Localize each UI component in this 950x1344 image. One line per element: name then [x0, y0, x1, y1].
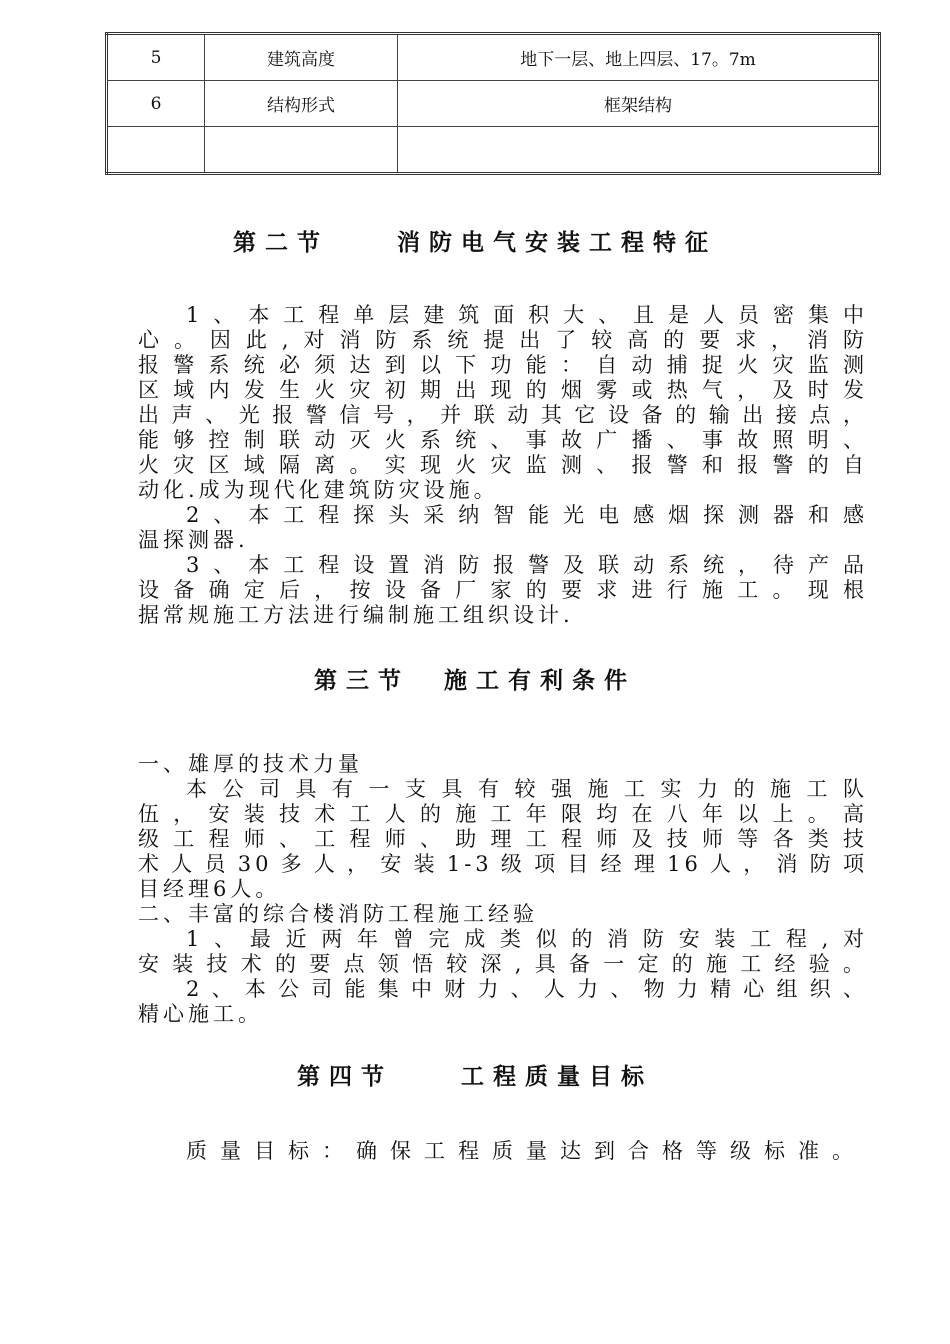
text-line: 据常规施工方法进行编制施工组织设计. — [138, 603, 574, 627]
row-value: 框架结构 — [398, 81, 880, 127]
text-line: 伍，安装技术工人的施工年限均在八年以上。高 — [138, 802, 868, 826]
row-value — [398, 127, 880, 174]
text-line: 2、本公司能集中财力、人力、物力精心组织、 — [186, 977, 868, 1001]
text-line: 能够控制联动灭火系统、事故广播、事故照明、 — [138, 428, 868, 452]
row-item — [205, 127, 398, 174]
text-line: 报警系统必须达到以下功能：自动捕捉火灾监测 — [138, 353, 868, 377]
row-number — [107, 127, 205, 174]
table-row — [107, 127, 880, 174]
table-row — [107, 34, 880, 81]
text-line: 心。因此,对消防系统提出了较高的要求，消防 — [138, 328, 868, 352]
text-line: 1、本工程单层建筑面积大、且是人员密集中 — [186, 303, 868, 327]
row-number: 6 — [107, 81, 205, 127]
text-line: 3、本工程设置消防报警及联动系统，待产品 — [186, 553, 868, 577]
text-line: 2、本工程探头采纳智能光电感烟探测器和感 — [186, 503, 868, 527]
text-line: 1、最近两年曾完成类似的消防安装工程,对 — [186, 927, 868, 951]
section2-heading: 第二节 消防电气安装工程特征 — [232, 230, 718, 256]
row-item: 建筑高度 — [205, 34, 398, 81]
text-line: 区域内发生火灾初期出现的烟雾或热气，及时发 — [138, 378, 868, 402]
row-number: 5 — [107, 34, 205, 81]
section3-body — [138, 752, 868, 1027]
section3-heading: 第三节 施工有利条件 — [313, 668, 636, 694]
row-item: 结构形式 — [205, 81, 398, 127]
section4-heading: 第四节 工程质量目标 — [296, 1064, 654, 1090]
text-line: 安装技术的要点领悟较深,具备一定的施工经验。 — [138, 952, 868, 976]
table-row — [107, 81, 880, 127]
text-line: 二、丰富的综合楼消防工程施工经验 — [138, 902, 538, 926]
text-line: 火灾区域隔离。实现火灾监测、报警和报警的自 — [138, 453, 868, 477]
text-line: 出声、光报警信号，并联动其它设备的输出接点， — [138, 403, 868, 427]
row-value: 地下一层、地上四层、17。7m — [398, 34, 880, 81]
text-line: 一、雄厚的技术力量 — [138, 752, 363, 776]
text-line: 本公司具有一支具有较强施工实力的施工队 — [186, 777, 868, 801]
quality-goal-text: 质量目标：确保工程质量达到合格等级标准。 — [186, 1139, 866, 1163]
text-line: 设备确定后，按设备厂家的要求进行施工。现根 — [138, 578, 868, 602]
text-line: 动化.成为现代化建筑防灾设施。 — [138, 478, 499, 502]
text-line: 温探测器. — [138, 528, 249, 552]
section2-body — [138, 303, 868, 628]
text-line: 级工程师、工程师、助理工程师及技师等各类技 — [138, 827, 868, 851]
text-line: 目经理6人。 — [138, 877, 281, 901]
text-line: 术人员30多人，安装1-3级项目经理16人，消防项 — [138, 852, 868, 876]
text-line: 精心施工。 — [138, 1002, 263, 1026]
project-info-table — [105, 32, 881, 175]
